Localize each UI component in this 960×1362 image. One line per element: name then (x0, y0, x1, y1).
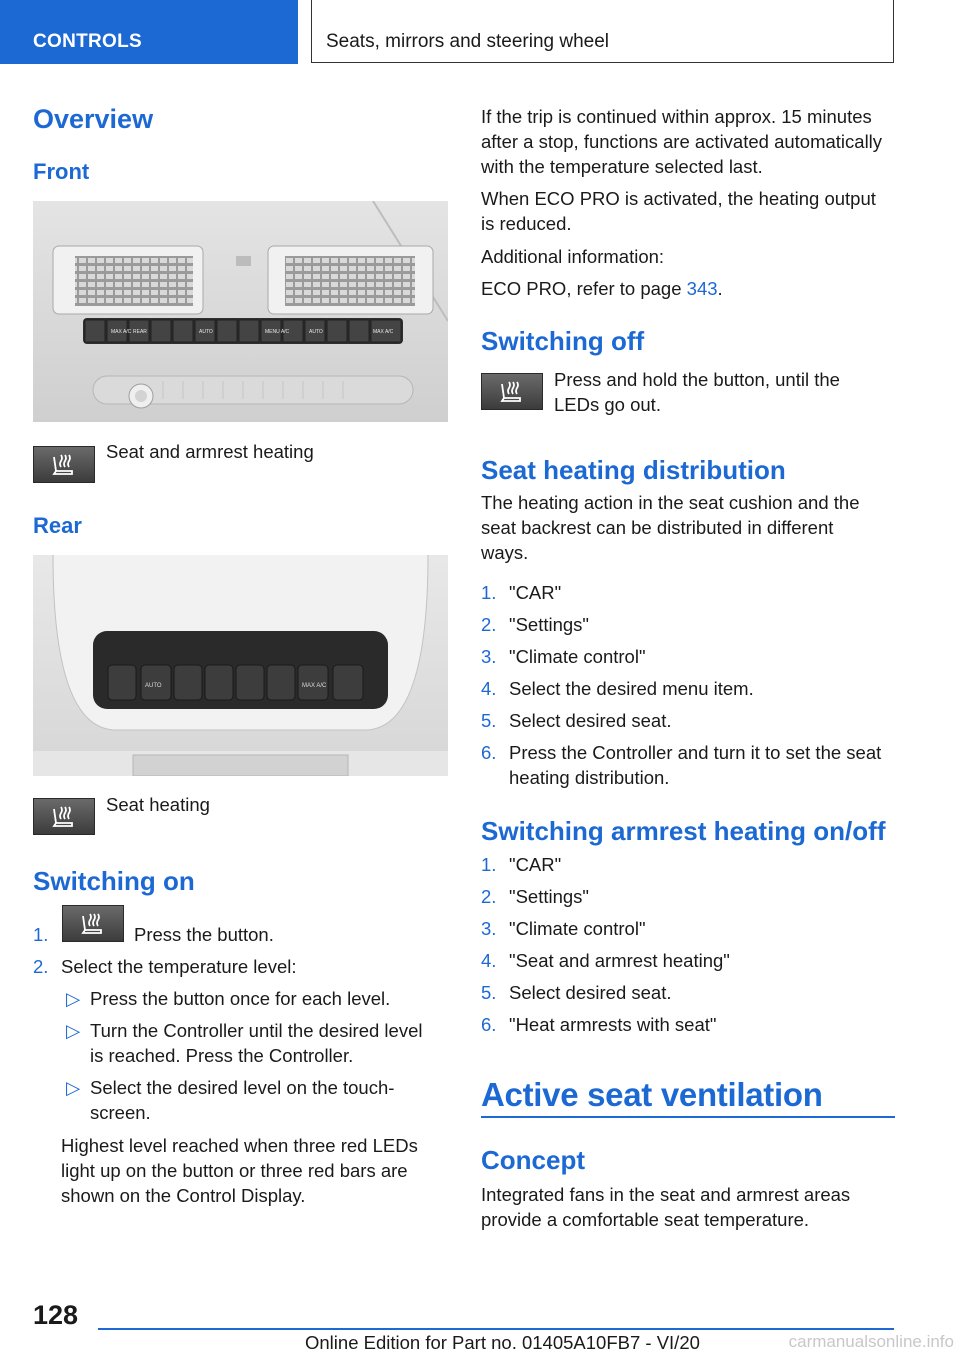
rear-caption: Seat heating (106, 794, 210, 815)
section-divider (481, 1116, 895, 1118)
front-photo-label-4: MENU A/C (265, 329, 290, 335)
seat-heating-icon (33, 798, 95, 835)
step-number: 6. (481, 742, 497, 763)
paragraph-line: ways. (481, 542, 529, 563)
step-number: 1. (481, 854, 497, 875)
seat-heating-off-icon (481, 373, 543, 410)
front-photo-label-3: AUTO (199, 329, 213, 335)
header-section-label: CONTROLS (33, 31, 143, 52)
step-text: "Settings" (509, 614, 589, 635)
step-text: Press the button. (134, 924, 274, 945)
paragraph-line: with the temperature selected last. (481, 156, 763, 177)
step-number: 1. (481, 582, 497, 603)
seat-armrest-heating-icon (33, 446, 95, 483)
step-text: heating distribution. (509, 767, 670, 788)
paragraph-line: shown on the Control Display. (61, 1185, 306, 1206)
step-text: Select desired seat. (509, 710, 672, 731)
front-photo-label-1: MAX A/C (111, 329, 132, 335)
step-number: 3. (481, 918, 497, 939)
step-number: 1. (33, 924, 49, 945)
step-text: "Climate control" (509, 918, 646, 939)
bullet-text: is reached. Press the Controller. (90, 1045, 354, 1066)
step-number: 5. (481, 710, 497, 731)
bullet-marker: ▷ (66, 1020, 81, 1041)
paragraph-line: Additional information: (481, 246, 665, 267)
front-console-photo (33, 201, 448, 422)
bullet-text: Select the desired level on the touch- (90, 1077, 395, 1098)
heading-overview: Overview (33, 104, 154, 134)
bullet-marker: ▷ (66, 988, 81, 1009)
bullet-marker: ▷ (66, 1077, 81, 1098)
rear-photo-label-2: MAX A/C (302, 683, 327, 689)
rear-photo-label-1: AUTO (145, 683, 162, 689)
front-caption: Seat and armrest heating (106, 441, 314, 462)
header-chapter-label: Seats, mirrors and steering wheel (326, 31, 610, 52)
heading-concept: Concept (481, 1145, 585, 1175)
step-text: "Climate control" (509, 646, 646, 667)
step-number: 4. (481, 950, 497, 971)
watermark-text: carmanualsonline.info (788, 1332, 954, 1351)
step-text: Select desired seat. (509, 982, 672, 1003)
front-photo-label-6: MAX A/C (373, 329, 394, 335)
header-chapter-box (311, 0, 894, 63)
paragraph-line: The heating action in the seat cushion and the (481, 492, 860, 513)
paragraph-line: LEDs go out. (554, 394, 661, 415)
paragraph-line: after a stop, functions are activated automatically (481, 131, 883, 152)
step-text: Select the temperature level: (61, 956, 297, 977)
heading-switching-on: Switching on (33, 866, 195, 896)
page-number: 128 (33, 1300, 79, 1330)
eco-pro-reference: ECO PRO, refer to page 343. (481, 278, 723, 299)
step-text: "Seat and armrest heating" (509, 950, 730, 971)
paragraph-line: Integrated fans in the seat and armrest areas (481, 1184, 851, 1205)
paragraph-line: seat backrest can be distributed in different (481, 517, 834, 538)
step-number: 2. (481, 614, 497, 635)
footer-divider (98, 1328, 894, 1330)
step-number: 3. (481, 646, 497, 667)
edition-text: Online Edition for Part no. 01405A10FB7 - VI/20 (305, 1332, 700, 1353)
rear-console-photo (33, 555, 448, 776)
bullet-text: Press the button once for each level. (90, 988, 391, 1009)
paragraph-line: When ECO PRO is activated, the heating output (481, 188, 876, 209)
page-reference-link[interactable]: 343 (686, 278, 718, 299)
heading-front: Front (33, 159, 90, 184)
seat-heating-button-icon (62, 905, 124, 942)
step-text: "CAR" (509, 854, 562, 875)
paragraph-line: Press and hold the button, until the (554, 369, 840, 390)
front-photo-label-5: AUTO (309, 329, 323, 335)
step-number: 2. (481, 886, 497, 907)
paragraph-line: Highest level reached when three red LEDs (61, 1135, 418, 1156)
paragraph-line: is reduced. (481, 213, 572, 234)
bullet-text: Turn the Controller until the desired level (90, 1020, 423, 1041)
step-text: "Settings" (509, 886, 589, 907)
step-text: Press the Controller and turn it to set the seat (509, 742, 882, 763)
header-section-tab (0, 0, 298, 64)
heading-armrest-heating: Switching armrest heating on/off (481, 816, 886, 846)
paragraph-line: provide a comfortable seat temperature. (481, 1209, 810, 1230)
step-text: Select the desired menu item. (509, 678, 754, 699)
step-number: 2. (33, 956, 49, 977)
heading-switching-off: Switching off (481, 326, 645, 356)
step-text: "CAR" (509, 582, 562, 603)
bullet-text: screen. (90, 1102, 151, 1123)
heading-seat-heating-distribution: Seat heating distribution (481, 455, 786, 485)
paragraph-line: If the trip is continued within approx. 15 minutes (481, 106, 872, 127)
step-number: 6. (481, 1014, 497, 1035)
heading-active-seat-ventilation: Active seat ventilation (481, 1076, 823, 1113)
heading-rear: Rear (33, 513, 82, 538)
paragraph-line: light up on the button or three red bars are (61, 1160, 408, 1181)
step-number: 5. (481, 982, 497, 1003)
front-photo-label-2: REAR (133, 329, 147, 335)
step-text: "Heat armrests with seat" (509, 1014, 717, 1035)
step-number: 4. (481, 678, 497, 699)
